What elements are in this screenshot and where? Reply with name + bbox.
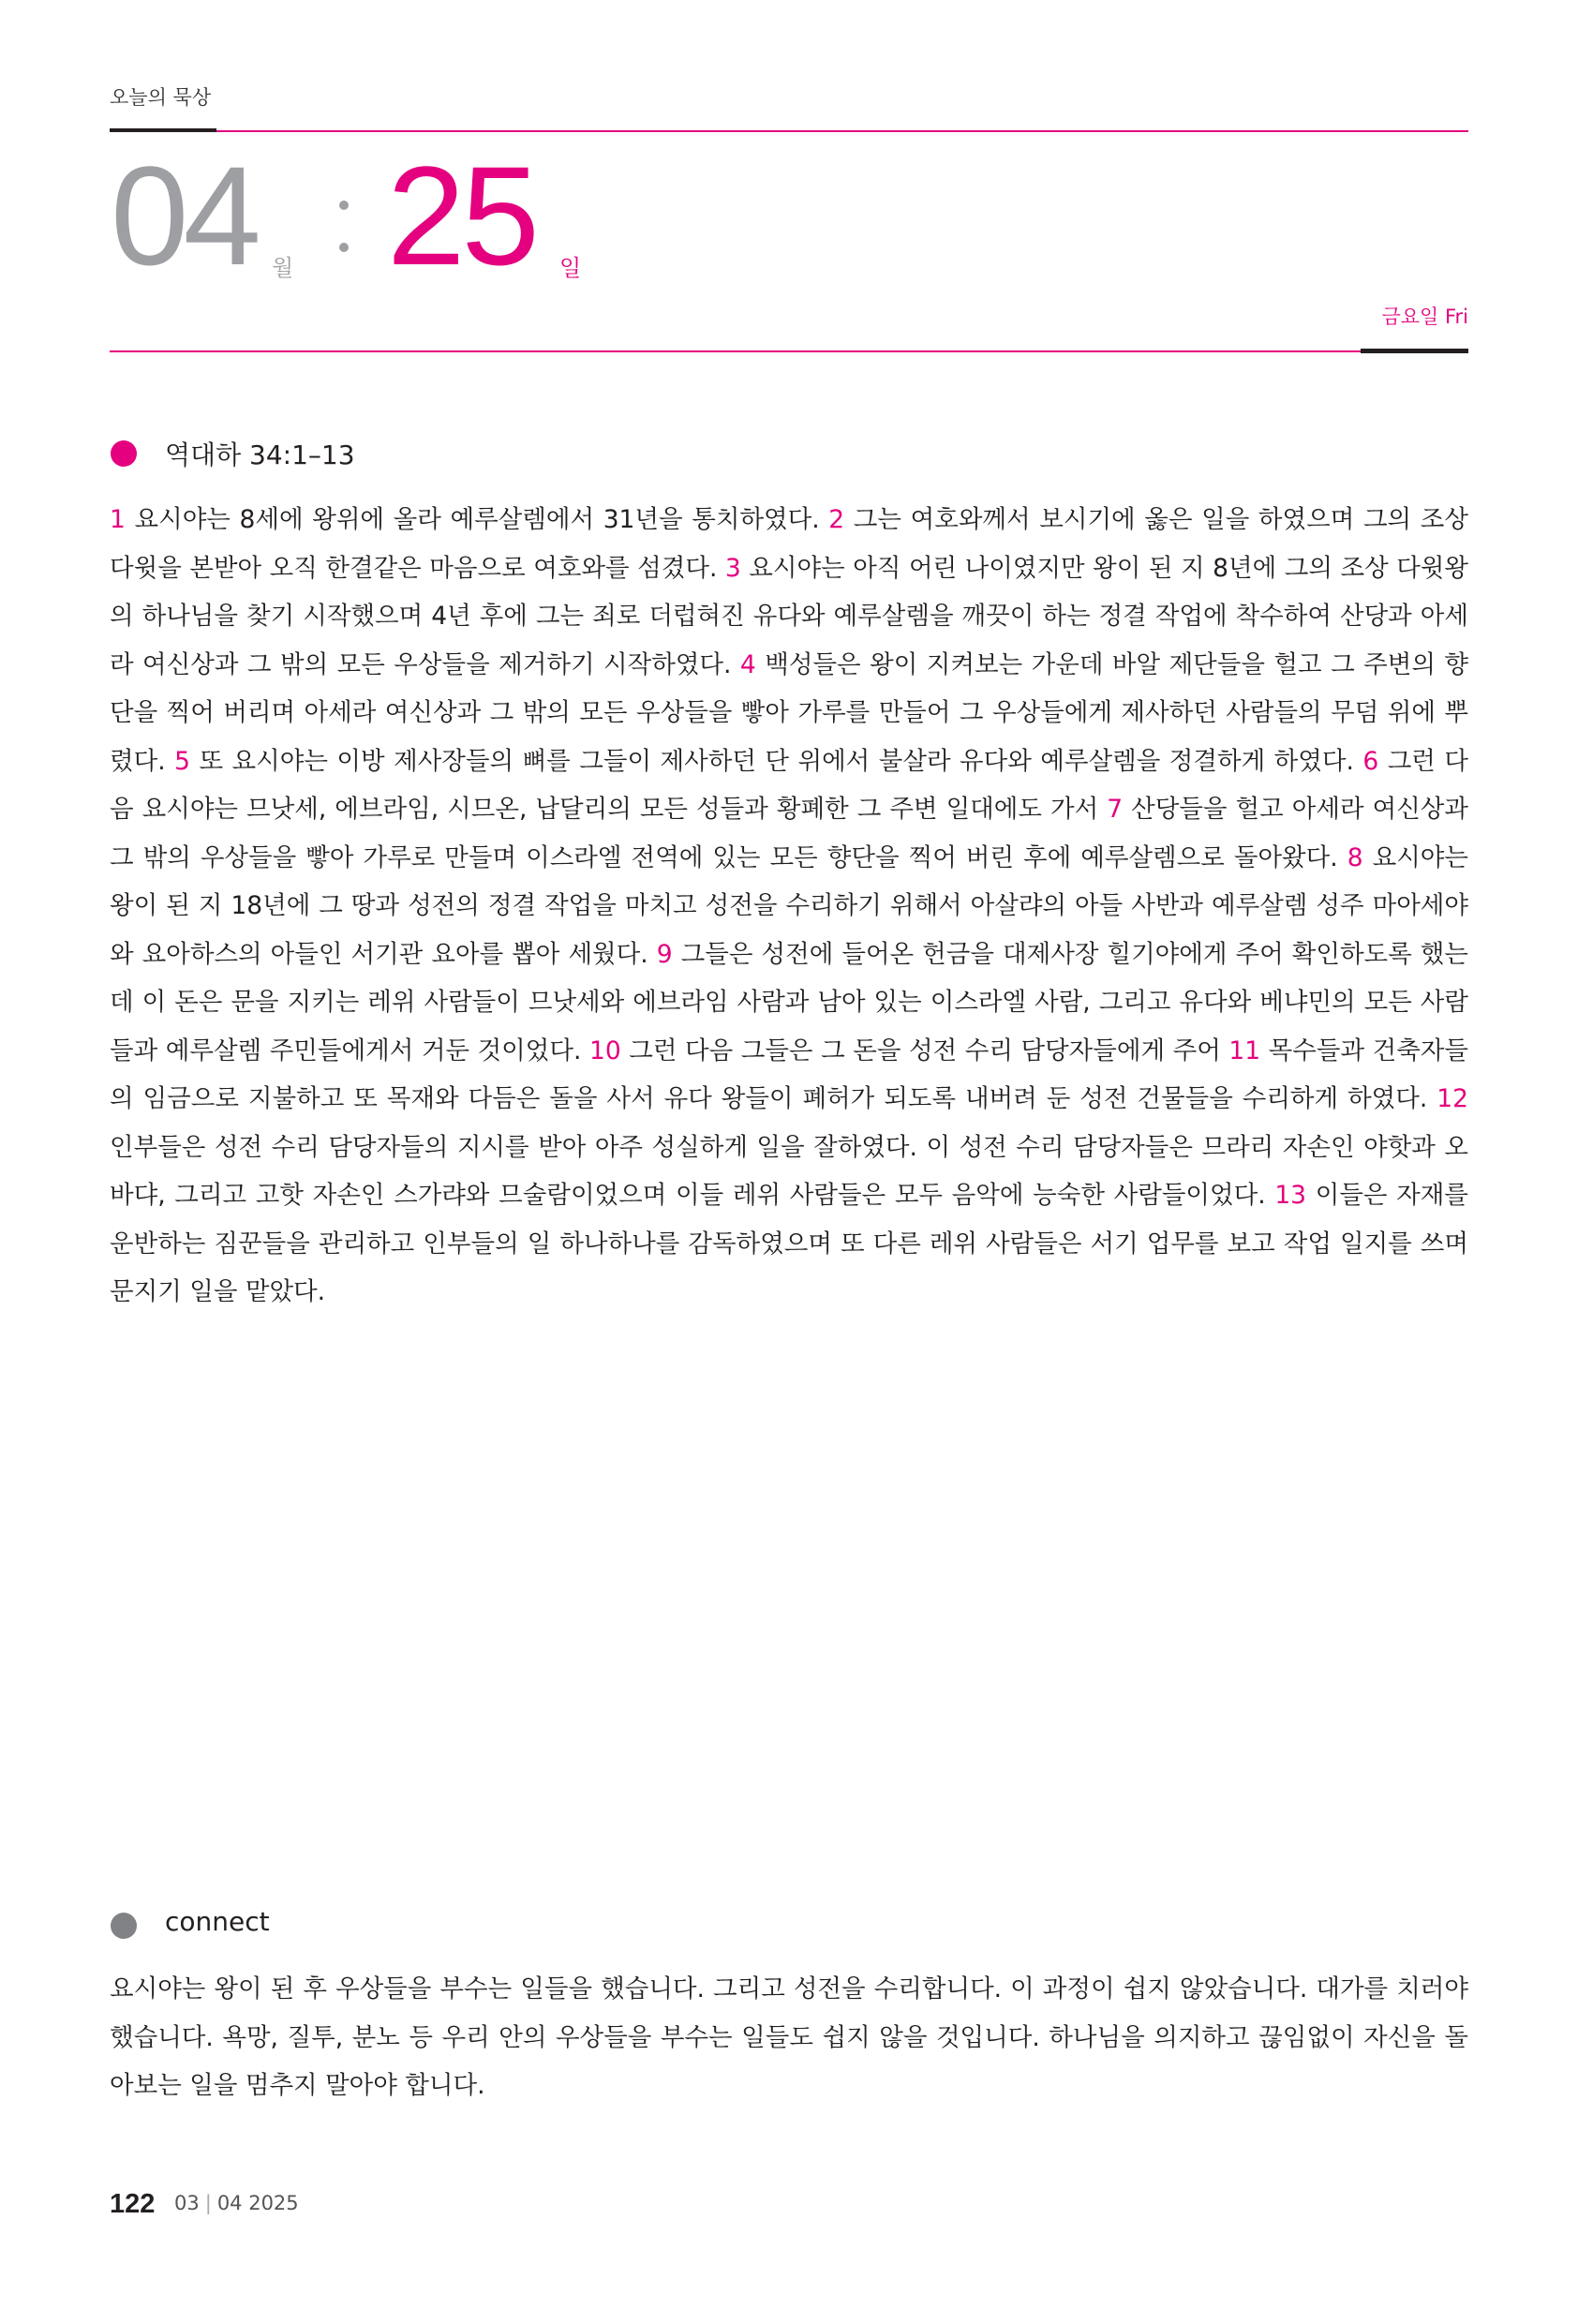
verse-number: 7 bbox=[1107, 795, 1124, 824]
verse-text: 백성들은 왕이 지켜보는 가운데 바알 제단들을 헐고 그 주변의 향단을 찍어 버리며 아세라 여신상과 그 밖의 모든 우상들을 빻아 가루를 만들어 그 우상들에게 제사하던 사람들의 무덤 위에 뿌렸다. bbox=[110, 649, 1469, 776]
scripture-title: 역대하 34:1–13 bbox=[165, 439, 355, 470]
verse-text: 또 요시야는 이방 제사장들의 뼈를 그들이 제사하던 단 위에서 불살라 유다와 예루살렘을 정결하게 하였다. bbox=[189, 746, 1363, 776]
verse-text: 요시야는 8세에 왕위에 올라 예루살렘에서 31년을 통치하였다. bbox=[125, 505, 829, 534]
verse-number: 6 bbox=[1362, 746, 1379, 776]
issue-label bbox=[174, 2192, 299, 2214]
header-rule bbox=[110, 130, 1468, 132]
verse-text: 산당들을 헐고 아세라 여신상과 그 밖의 우상들을 빻아 가루로 만들며 이스라엘 전역에 있는 모든 향단을 찍어 버린 후에 예루살렘으로 돌아왔다. bbox=[110, 795, 1468, 872]
verse-text: 이들은 자재를 운반하는 짐꾼들을 관리하고 인부들의 일 하나하나를 감독하였으며 또 다른 레위 사람들은 서기 업무를 보고 작업 일지를 쓰며 문지기 일을 맡았다. bbox=[110, 1181, 1468, 1306]
verse-text: 목수들과 건축자들의 임금으로 지불하고 또 목재와 다듬은 돌을 사서 유다 왕들이 폐허가 되도록 내버려 둔 성전 건물들을 수리하게 하였다. bbox=[110, 1035, 1469, 1113]
header-accent-bar bbox=[110, 128, 216, 132]
verse-number: 12 bbox=[1437, 1084, 1468, 1113]
verse-number: 10 bbox=[588, 1035, 621, 1065]
connect-body: 요시야는 왕이 된 후 우상들을 부수는 일들을 했습니다. 그리고 성전을 수리합니다. 이 과정이 쉽지 않았습니다. 대가를 치러야 했습니다. 욕망, 질투, 분노 등 우리 안의 우상들을 부수는 일들도 쉽지 않을 것입니다. 하나님을 의지하고 끊임없이 자신을 돌아보는 일을 멈추지 말아야 합니다. bbox=[110, 1974, 1468, 2100]
date-month-unit: 월 bbox=[272, 255, 294, 281]
issue-separator: | bbox=[204, 2192, 212, 2214]
verse-number: 13 bbox=[1274, 1181, 1307, 1210]
verse-number: 11 bbox=[1228, 1035, 1261, 1065]
issue-month: 03 bbox=[174, 2192, 200, 2214]
verse-text: 인부들은 성전 수리 담당자들의 지시를 받아 아주 성실하게 일을 잘하였다. 이 성전 수리 담당자들은 므라리 자손인 야핫과 오바댜, 그리고 고핫 자손인 스가랴와 므술람이었으며 이들 레위 사람들은 모두 음악에 능숙한 사람들이었다. bbox=[110, 1132, 1468, 1210]
date-rule bbox=[110, 350, 1468, 352]
verse-number: 3 bbox=[724, 553, 741, 583]
date-colon bbox=[339, 201, 350, 257]
connect-bullet bbox=[111, 1913, 137, 1939]
verse-number: 8 bbox=[1347, 842, 1363, 872]
verse-text: 그런 다음 그들은 그 돈을 성전 수리 담당자들에게 주어 bbox=[620, 1035, 1229, 1065]
date-weekday: 금요일 Fri bbox=[1381, 305, 1468, 328]
verse-text: 그는 여호와께서 보시기에 옳은 일을 하였으며 그의 조상 다윗을 본받아 오직 한결같은 마음으로 여호와를 섬겼다. bbox=[110, 505, 1468, 583]
verse-number: 5 bbox=[174, 746, 190, 776]
scripture-body bbox=[110, 496, 1468, 1317]
verse-text: 요시야는 아직 어린 나이였지만 왕이 된 지 8년에 그의 조상 다윗왕의 하나님을 찾기 시작했으며 4년 후에 그는 죄로 더럽혀진 유다와 예루살렘을 깨끗이 하는 정결 작업에 착수하여 산당과 아세라 여신상과 그 밖의 모든 우상들을 제거하기 시작하였다. bbox=[110, 553, 1468, 679]
verse-number: 1 bbox=[110, 505, 126, 534]
verse-number: 4 bbox=[739, 649, 756, 679]
connect-title: connect bbox=[165, 1906, 270, 1937]
verse-number: 2 bbox=[828, 505, 845, 534]
verse-text: 요시야는 왕이 된 지 18년에 그 땅과 성전의 정결 작업을 마치고 성전을 수리하기 위해서 아살랴의 아들 사반과 예루살렘 성주 마아세야와 요아하스의 아들인 서기관 요아를 뽑아 세웠다. bbox=[110, 842, 1468, 969]
scripture-bullet bbox=[111, 440, 137, 467]
page-number: 122 bbox=[110, 2189, 156, 2219]
verse-text: 그런 다음 요시야는 므낫세, 에브라임, 시므온, 납달리의 모든 성들과 황폐한 그 주변 일대에도 가서 bbox=[110, 746, 1468, 824]
header-label: 오늘의 묵상 bbox=[110, 86, 212, 109]
date-day-unit: 일 bbox=[559, 255, 582, 281]
verse-number: 9 bbox=[656, 939, 673, 969]
date-month: 04 bbox=[111, 137, 256, 294]
date-day: 25 bbox=[387, 137, 536, 294]
verse-text: 그들은 성전에 들어온 헌금을 대제사장 힐기야에게 주어 확인하도록 했는데 이 돈은 문을 지키는 레위 사람들이 므낫세와 에브라임 사람과 남아 있는 이스라엘 사람, 그리고 유다와 베냐민의 모든 사람들과 예루살렘 주민들에게서 거둔 것이었다. bbox=[110, 939, 1468, 1065]
date-accent-bar bbox=[1361, 349, 1468, 353]
issue-date: 04 2025 bbox=[216, 2192, 299, 2214]
